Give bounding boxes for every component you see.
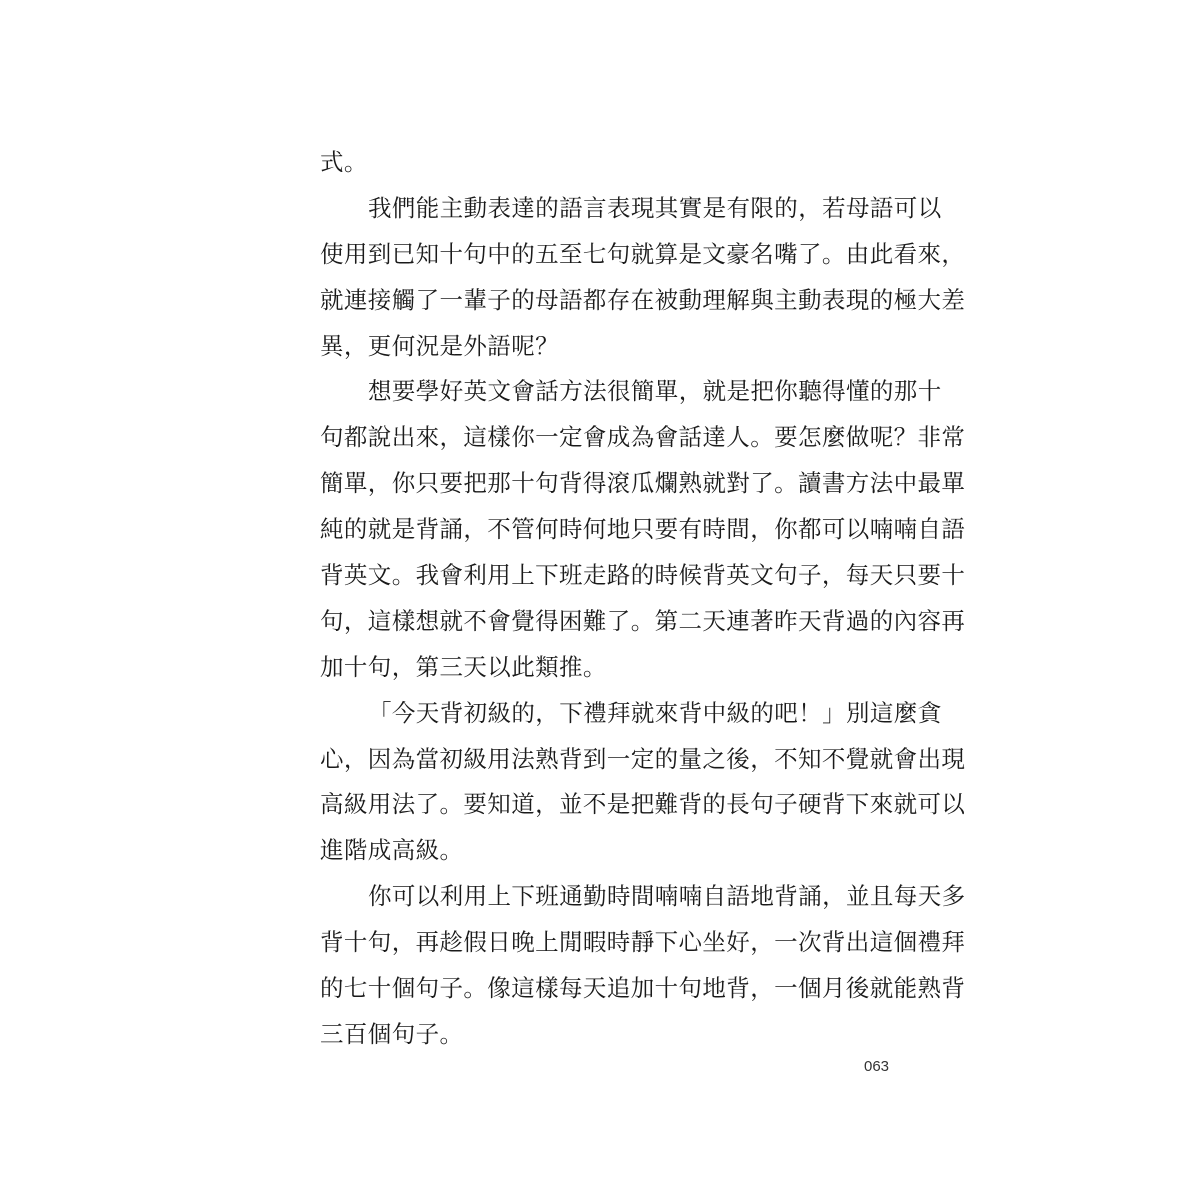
body-text xyxy=(320,140,966,1058)
text-line: 純的就是背誦，不管何時何地只要有時間，你都可以喃喃自語 xyxy=(320,515,966,544)
text-line: 背十句，再趁假日晚上閒暇時靜下心坐好，一次背出這個禮拜 xyxy=(320,928,966,957)
text-line: 進階成高級。 xyxy=(320,836,464,865)
text-line: 簡單，你只要把那十句背得滾瓜爛熟就對了。讀書方法中最單 xyxy=(320,469,966,498)
text-line: 想要學好英文會話方法很簡單，就是把你聽得懂的那十 xyxy=(368,377,942,406)
page-number: 063 xyxy=(864,1058,890,1075)
text-line: 「今天背初級的，下禮拜就來背中級的吧！」別這麼貪 xyxy=(368,698,942,727)
text-line: 三百個句子。 xyxy=(320,1019,464,1048)
text-line: 式。 xyxy=(320,148,368,176)
text-line: 高級用法了。要知道，並不是把難背的長句子硬背下來就可以 xyxy=(320,790,966,819)
text-line: 異，更何況是外語呢？ xyxy=(320,331,559,360)
text-line: 句，這樣想就不會覺得困難了。第二天連著昨天背過的內容再 xyxy=(320,606,966,635)
text-line: 就連接觸了一輩子的母語都存在被動理解與主動表現的極大差 xyxy=(320,285,966,314)
text-line: 使用到已知十句中的五至七句就算是文豪名嘴了。由此看來， xyxy=(320,239,966,268)
text-line: 你可以利用上下班通勤時間喃喃自語地背誦，並且每天多 xyxy=(368,882,966,911)
text-line: 加十句，第三天以此類推。 xyxy=(320,652,607,681)
text-line: 句都說出來，這樣你一定會成為會話達人。要怎麼做呢？非常 xyxy=(320,423,966,452)
text-line: 我們能主動表達的語言表現其實是有限的，若母語可以 xyxy=(368,193,942,222)
text-line: 的七十個句子。像這樣每天追加十句地背，一個月後就能熟背 xyxy=(320,974,966,1003)
text-line: 心，因為當初級用法熟背到一定的量之後，不知不覺就會出現 xyxy=(320,744,966,773)
text-line: 背英文。我會利用上下班走路的時候背英文句子，每天只要十 xyxy=(320,561,966,590)
